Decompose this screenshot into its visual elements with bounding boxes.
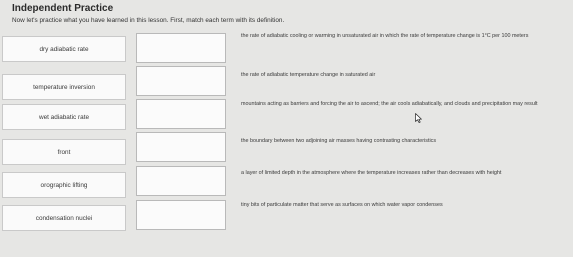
term-card-orographic-lifting[interactable]: orographic lifting	[2, 172, 126, 198]
drop-target-3[interactable]	[136, 99, 226, 129]
term-card-dry-adiabatic-rate[interactable]: dry adiabatic rate	[2, 36, 126, 62]
drop-target-5[interactable]	[136, 166, 226, 196]
definition-1: the rate of adiabatic cooling or warming in unsaturated air in which the rate of temperature change is 1°C per 100 meters	[241, 33, 529, 39]
definition-4: the boundary between two adjoining air masses having contrasting characteristics	[241, 138, 437, 144]
drop-target-1[interactable]	[136, 33, 226, 63]
drop-target-6[interactable]	[136, 200, 226, 230]
page-title: Independent Practice	[12, 3, 114, 14]
term-card-temperature-inversion[interactable]: temperature inversion	[2, 74, 126, 100]
term-card-front[interactable]: front	[2, 139, 126, 165]
definition-3: mountains acting as barriers and forcing the air to ascend; the air cools adiabatically, and clouds and precipitation may result	[241, 101, 538, 107]
definition-2: the rate of adiabatic temperature change in saturated air	[241, 72, 376, 78]
definition-6: tiny bits of particulate matter that serve as surfaces on which water vapor condenses	[241, 202, 443, 208]
instructions-text: Now let's practice what you have learned in this lesson. First, match each term with its definition.	[12, 17, 285, 24]
mouse-pointer-icon	[415, 113, 422, 123]
definition-5: a layer of limited depth in the atmosphere where the temperature increases rather than decreases with height	[241, 170, 502, 176]
term-card-wet-adiabatic-rate[interactable]: wet adiabatic rate	[2, 104, 126, 130]
term-card-condensation-nuclei[interactable]: condensation nuclei	[2, 205, 126, 231]
drop-target-2[interactable]	[136, 66, 226, 96]
drop-target-4[interactable]	[136, 132, 226, 162]
